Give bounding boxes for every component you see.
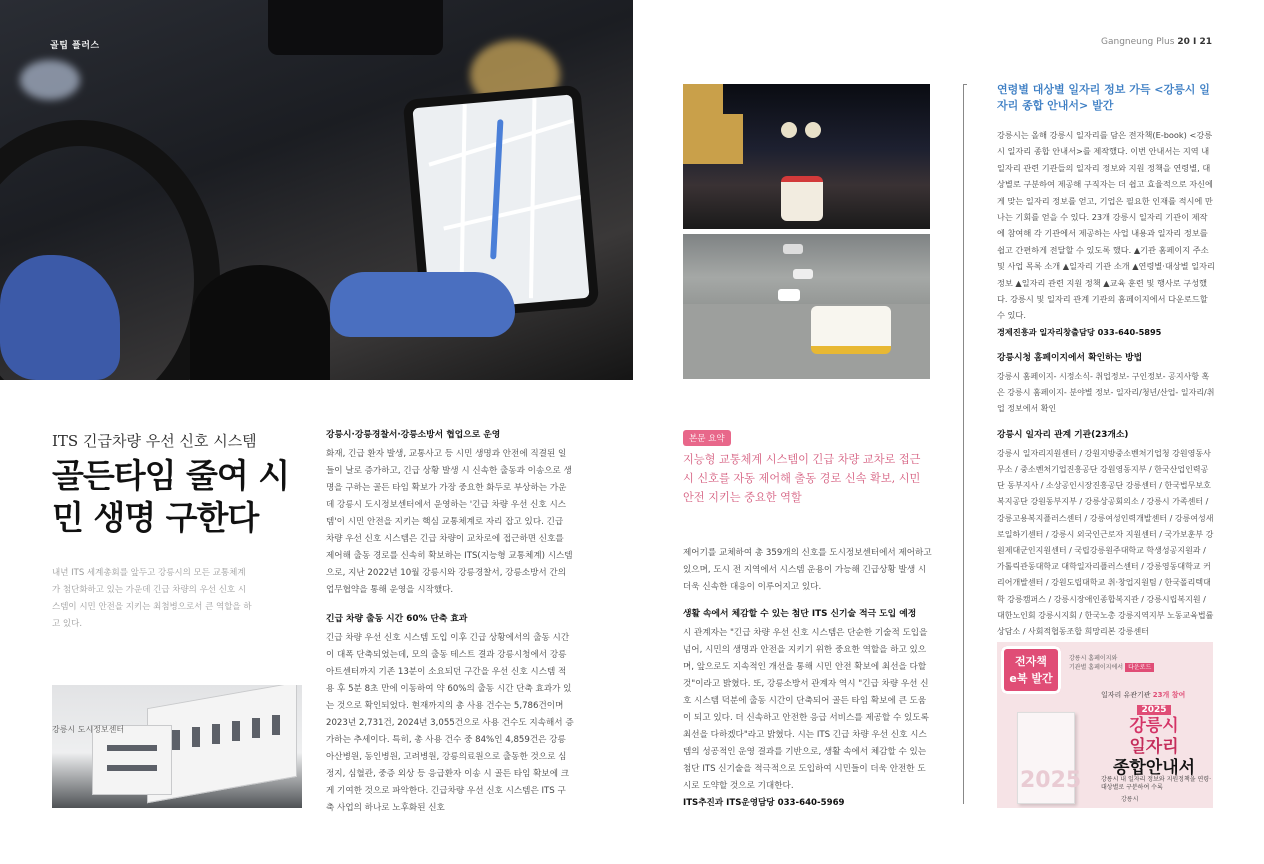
rearview-mirror [268, 0, 443, 55]
article-summary: 지능형 교통체계 시스템이 긴급 차량 교차로 접근 시 신호를 자동 제어해 출동 경로 신속 확보, 시민 안전 지키는 중요한 역할 [683, 453, 921, 504]
sidebar-headline: 연령별 대상별 일자리 정보 가득 <강릉시 일자리 종합 안내서> 발간 [997, 83, 1210, 112]
section-tag: 골팁 플러스 [50, 41, 100, 51]
sidebar-subheading: 강릉시청 홈페이지에서 확인하는 방법 [997, 353, 1143, 364]
sidebar-rule-tick [963, 84, 967, 85]
page-numbers: 20 I 21 [1177, 37, 1212, 47]
ebook-badge: 전자책 e북 발간 [1001, 646, 1061, 694]
hero-photo-driver-tablet [0, 0, 633, 380]
dashboard-gauges [190, 265, 330, 380]
book-cover: 2025 [1017, 712, 1075, 804]
gloved-hand [330, 272, 515, 337]
section-heading: 긴급 차량 출동 시간 60% 단축 효과 [326, 614, 468, 624]
section-heading: 강릉시·강릉경찰서·강릉소방서 협업으로 운영 [326, 430, 501, 440]
contact-line: ITS추진과 ITS운영담당 033-640-5969 [683, 798, 845, 808]
ambulance [811, 306, 891, 354]
promo-info: 강릉시 홈페이지와 기관별 홈페이지에서 다운로드 [1069, 654, 1154, 672]
article-column-1 [326, 427, 574, 817]
article-column-2 [683, 545, 933, 812]
section-body: 긴급 차량 우선 신호 시스템 도입 이후 긴급 상황에서의 출동 시간이 대폭 단축되었는데, 모의 출동 테스트 결과 강릉시청에서 강릉아트센터까지 기존 13분이 소요되던 구간을 우선 신호 시스템 적용 후 5분 8초 만에 이동하여 약 60%의 출동 시간 단축 효과가 있는 것으로 확인되었다. 현재까지의 총 사용 건수는 5,786건이며 2023년 2,731건, 2024년 3,055건으로 사용 건수도 지속해서 증가하는 추세이다. 특히, 총 사용 건수 중 84%인 4,859건은 강릉아산병원, 동인병원, 고려병원, 강릉의료원으로 출동한 것으로 심정지, 심혈관, 중증 외상 등 응급환자 이송 시 골든 타임 확보에 크게 기여한 것으로 파악한다. 긴급차량 우선 신호 시스템은 ITS 구축 사업의 하나로 노후화된 신호 [326, 633, 574, 813]
sidebar-howto: 강릉시 홈페이지- 시정소식- 취업정보- 구인정보- 공지사항 혹은 강릉시 홈페이지- 분야별 정보- 일자리/청년/산업- 일자리/취업 정보에서 확인 [997, 371, 1215, 414]
sidebar-body: 강릉시는 올해 강릉시 일자리를 담은 전자책(E-book) <강릉시 일자리 종합 안내서>를 제작했다. 이번 안내서는 지역 내 일자리 관련 기관들의 일자리 정보와 지원 정책을 연령별, 대상별로 구분하여 제공해 구직자는 더 쉽고 효율적으로 자신에게 맞는 일자리 정보를 얻고, 기업은 필요한 인재를 적시에 만나는 기회를 얻을 수 있다. 23개 강릉시 일자리 기관이 제작에 참여해 각 기관에서 제공하는 사업 내용과 일자리 정보를 쉽고 간편하게 전달할 수 있도록 했다. ▲기관 홈페이지 주소 및 사업 목록 소개 ▲일자리 기관 소개 ▲연령별·대상별 일자리 정보 ▲일자리 관련 지원 정책 ▲교육 훈련 및 행사로 구성했다. 강릉시 및 일자리 관계 기관의 홈페이지에서 다운로드할 수 있다. [997, 130, 1215, 321]
street-light-glow [20, 60, 80, 100]
ebook-promo-image [997, 642, 1213, 808]
night-ambulance-photo [683, 84, 930, 229]
city-logo: 강릉시 [1121, 796, 1139, 803]
section-body: 시 관계자는 "긴급 차량 우선 신호 시스템은 단순한 기술적 도입을 넘어, 시민의 생명과 안전을 지키기 위한 중요한 역할을 하고 있으며, 앞으로도 지속적인 개선을 통해 시민 안전 확보에 최선을 다할 것"이라고 밝혔다. 또, 강릉소방서 관계자 역시 "긴급 차량 우선 신호 시스템 덕분에 출동 시간이 단축되어 골든 타임 확보에 큰 도움이 되고 있다. 더 신속하고 안전한 응급 서비스를 제공할 수 있도록 최선을 다하겠다"라고 밝혔다. 시는 ITS 긴급 차량 우선 신호 시스템의 성공적인 운영 결과를 기반으로, 생활 속에서 체감할 수 있는 첨단 ITS 신기술을 적극적으로 도입하여 시민들이 더욱 안전한 도시로 도약할 것으로 기대한다. [683, 628, 929, 791]
sidebar-rule [963, 84, 964, 804]
promo-participants: 일자리 유관기관 23개 참여 [1101, 691, 1186, 699]
sidebar-agencies: 강릉시 일자리지원센터 / 강원지방중소벤처기업청 강원영동사무소 / 중소벤처기업진흥공단 강원영동지부 / 한국산업인력공단 동부지사 / 소상공인시장진흥공단 강릉센터 / 한국법무보호복지공단 강원동부지부 / 강릉상공회의소 / 강릉시 가족센터 / 강릉고용복지플러스센터 / 강릉여성인력개발센터 / 강릉여성새로일하기센터 / 강릉시 외국인근로자 지원센터 / 국가보훈부 강원제대군인지원센터 / 국립강릉원주대학교 학생성공지원과 / 가톨릭관동대학교 대학일자리플러스센터 / 강릉영동대학교 커리어개발센터 / 강원도립대학교 취·창업지원팀 / 한국폴리텍대학 강릉캠퍼스 / 강릉시장애인종합복지관 / 강릉시립복지원 / 대한노인회 강릉시지회 / 한국노총 강릉지역지부 노동교육법률상담소 / 사회적협동조합 희망리본 강릉센터 [997, 448, 1214, 636]
article-lead: 내년 ITS 세계총회를 앞두고 강릉시의 모든 교통체계가 첨단화하고 있는 가운데 긴급 차량의 우선 신호 시스템이 시민 안전을 지키는 최첨병으로서 큰 역할을 하고 있다. [52, 568, 252, 629]
article-title: 골든타임 줄여 시민 생명 구한다 [52, 456, 290, 537]
summary-tag: 본문 요약 [683, 430, 731, 446]
building-photo [52, 685, 302, 808]
section-body: 제어기를 교체하여 총 359개의 신호를 도시정보센터에서 제어하고 있으며, 도시 전 지역에서 시스템 운용이 가능해 긴급상황 발생 시 더욱 신속한 대응이 이루어지고 있다. [683, 548, 932, 592]
section-heading: 생활 속에서 체감할 수 있는 첨단 ITS 신기술 적극 도입 예정 [683, 609, 917, 619]
ambulance [781, 176, 823, 221]
article-subtitle: ITS 긴급차량 우선 신호 시스템 [52, 432, 257, 450]
download-label: 다운로드 [1125, 663, 1154, 672]
promo-year: 2025 [1137, 705, 1170, 715]
sidebar-subheading: 강릉시 일자리 관계 기관(23개소) [997, 430, 1129, 441]
sidebar-column [997, 127, 1215, 640]
building-caption: 강릉시 도시정보센터 [52, 725, 125, 734]
page-folio [1101, 37, 1212, 47]
sidebar-contact: 경제진흥과 일자리창출담당 033-640-5895 [997, 326, 1162, 337]
intersection-ambulance-photo [683, 234, 930, 379]
publication-name: Gangneung Plus [1101, 37, 1175, 47]
promo-description: 강릉시 내 일자리 정보와 지원정책을 연령·대상별로 구분하여 수록 [1101, 776, 1211, 791]
section-body: 화재, 긴급 환자 발생, 교통사고 등 시민 생명과 안전에 직결된 일들이 날로 증가하고, 긴급 상황 발생 시 신속한 출동과 이송으로 생명을 구하는 골든 타임 확보가 가장 중요한 화두로 부상하는 가운데 강릉시 도시정보센터에서 운영하는 '긴급 차량 우선 신호 시스템'이 시민 안전을 지키는 핵심 교통체계로 자리 잡고 있다. 긴급 차량 우선 신호 시스템은 긴급 차량이 교차로에 접근하면 신호를 제어해 출동 경로를 신속히 확보하는 ITS(지능형 교통체계) 시스템으로, 지난 2022년 10월 강릉시와 강릉경찰서, 강릉소방서 간의 업무협약을 통해 운영을 시작했다. [326, 449, 573, 595]
promo-title: 2025 강릉시 일자리 종합안내서 [1112, 705, 1196, 778]
route-line [490, 119, 503, 259]
